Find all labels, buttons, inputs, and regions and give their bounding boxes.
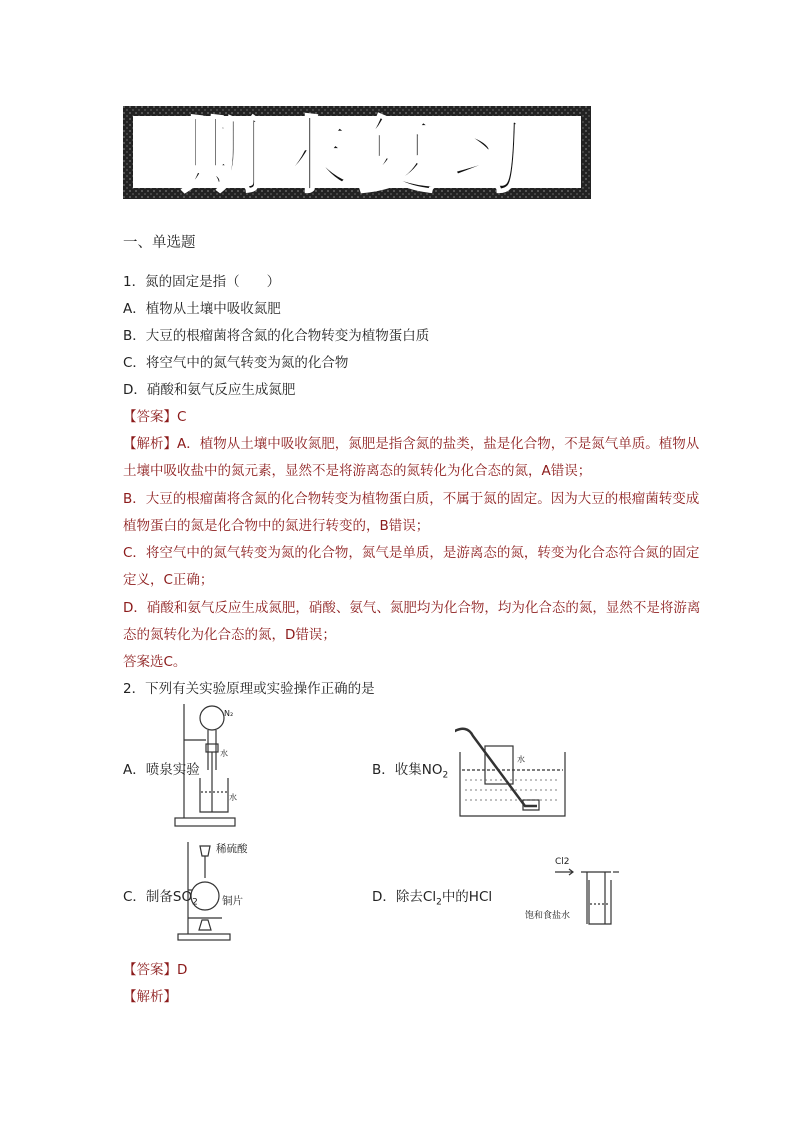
q1-analysis-line: C．将空气中的氮气转变为氮的化合物，氮气是单质，是游离态的氮，转变为化合态符合氮的固定 [123, 545, 700, 561]
section-title: 一、单选题 [123, 235, 196, 251]
so2-preparation-figure [172, 838, 262, 944]
water-label: 水 [229, 793, 237, 802]
gas-washing-figure [525, 852, 620, 930]
no2-collection-figure [455, 722, 570, 820]
q1-answer: 【答案】C [123, 409, 187, 425]
q1-conclusion: 答案选C。 [123, 654, 187, 670]
fountain-apparatus-figure [172, 700, 244, 830]
q1-stem: 1．氮的固定是指（ ） [123, 274, 281, 290]
q2-option-b-label: B．收集$NO_2$ [372, 762, 449, 781]
q1-option-b: B．大豆的根瘤菌将含氮的化合物转变为植物蛋白质 [123, 328, 430, 344]
q2-stem: 2．下列有关实验原理或实验操作正确的是 [123, 681, 375, 697]
q1-analysis-line: 植物蛋白的氮是化合物中的氮进行转变的，B错误； [123, 518, 430, 534]
q1-analysis-line: B．大豆的根瘤菌将含氮的化合物转变为植物蛋白质，不属于氮的固定。因为大豆的根瘤菌转变成 [123, 491, 700, 507]
q2-option-a-label: A．喷泉实验 [123, 762, 200, 778]
q1-analysis-line: 土壤中吸收盐中的氮元素，显然不是将游离态的氮转化为化合态的氮，A错误； [123, 463, 592, 479]
q1-analysis-line: 定义，C正确； [123, 572, 214, 588]
cl2-label: Cl2 [555, 857, 570, 867]
brine-label: 饱和食盐水 [525, 911, 571, 921]
n2-label: N₂ [224, 709, 234, 718]
banner-graphic [123, 106, 591, 199]
q2-analysis: 【解析】 [123, 989, 177, 1005]
q1-option-d: D．硝酸和氨气反应生成氮肥 [123, 382, 296, 398]
water-label: 水 [220, 749, 228, 758]
q1-option-a: A．植物从土壤中吸收氮肥 [123, 301, 281, 317]
banner-text: 期末复习 [180, 109, 534, 199]
title-banner [123, 106, 591, 199]
q2-option-d-label: D．除去$Cl_2$中的HCl [372, 889, 493, 908]
q1-analysis-line: D．硝酸和氨气反应生成氮肥，硝酸、氨气、氮肥均为化合物，均为化合态的氮，显然不是将游离 [123, 600, 701, 616]
q1-analysis-line: 态的氮转化为化合态的氮，D错误； [123, 627, 336, 643]
q1-analysis-line: 【解析】A．植物从土壤中吸收氮肥，氮肥是指含氮的盐类，盐是化合物，不是氮气单质。植物从 [123, 436, 700, 452]
dilute-acid-label: 稀硫酸 [216, 843, 248, 855]
copper-label: 铜片 [222, 895, 243, 907]
q2-answer: 【答案】D [123, 962, 188, 978]
q1-option-c: C．将空气中的氮气转变为氮的化合物 [123, 355, 349, 371]
water-label: 水 [517, 755, 525, 764]
q2-option-c-label: C．制备$SO_2$ [123, 889, 198, 908]
